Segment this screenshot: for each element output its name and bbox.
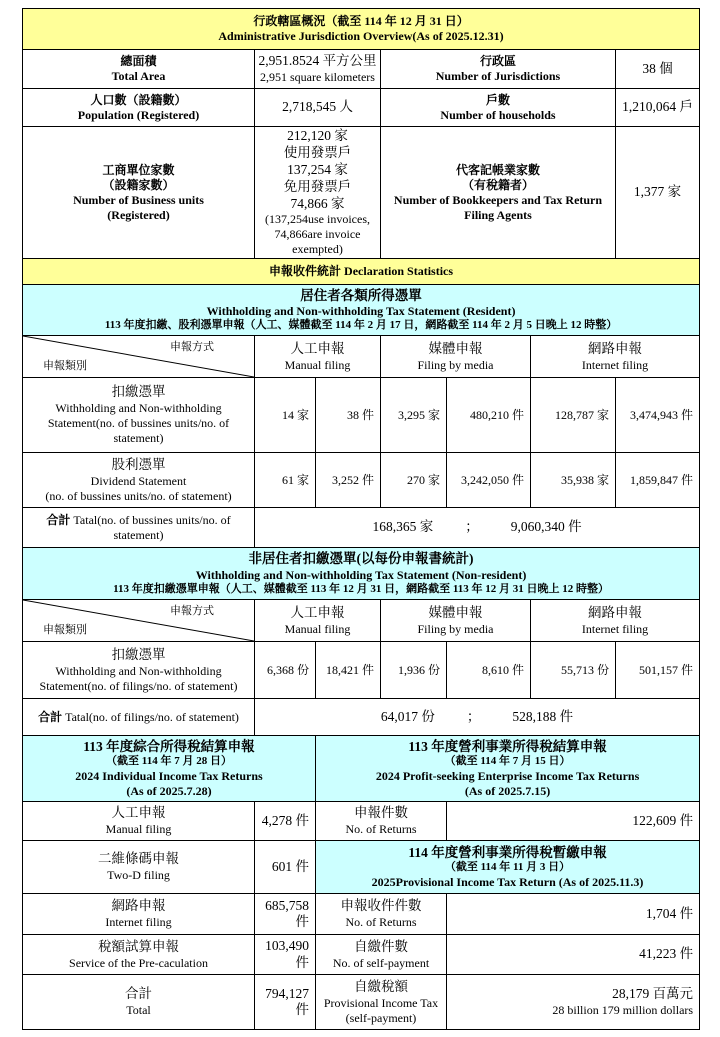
provisional-returns-value: 1,704 件 [447,894,700,935]
enterprise-title: 113 年度營利事業所得稅結算申報 （截至 114 年 7 月 15 日） 2024 Profit-seeking Enterprise Income Tax Returns (As of 2025.7.15) [316,736,700,802]
population-label: 人口數（設籍數） Population (Registered) [23,89,255,127]
individual-manual-label: 人工申報 Manual filing [23,802,255,841]
declaration-header: 申報收件統計 Declaration Statistics [23,259,700,285]
households-label: 戶數 Number of households [381,89,616,127]
provisional-returns-label: 申報收件件數 No. of Returns [316,894,447,935]
provisional-selfpay-value: 41,223 件 [447,935,700,975]
table-cell: 61 家 [255,453,316,508]
table-cell: 55,713 份 [531,642,616,699]
business-units-label: 工商單位家數 （設籍家數） Number of Business units (Registered) [23,127,255,259]
resident-withholding-label: 扣繳憑單 Withholding and Non-withholding Statement(no. of bussines units/no. of statement) [23,378,255,453]
enterprise-returns-label: 申報件數 No. of Returns [316,802,447,841]
resident-diagonal-header: 申報方式 申報類別 [23,336,255,378]
individual-internet-value: 685,758 件 [255,894,316,935]
table-cell: 1,859,847 件 [616,453,700,508]
jurisdictions-value: 38 個 [616,50,700,89]
nonresident-total-value: 64,017 份 ； 528,188 件 [255,699,700,736]
resident-total-label: 合計 Tatal(no. of bussines units/no. of statement) [23,508,255,548]
nr-method-internet: 網路申報 Internet filing [531,600,700,642]
provisional-title: 114 年度營利事業所得稅暫繳申報 （截至 114 年 11 月 3 日） 2025Provisional Income Tax Return (As of 2025.11.3) [316,841,700,894]
nonresident-withholding-label: 扣繳憑單 Withholding and Non-withholding Statement(no. of filings/no. of statement) [23,642,255,699]
method-internet: 網路申報 Internet filing [531,336,700,378]
table-cell: 3,252 件 [316,453,381,508]
resident-dividend-label: 股利憑單 Dividend Statement (no. of bussines units/no. of statement) [23,453,255,508]
individual-internet-label: 網路申報 Internet filing [23,894,255,935]
overview-title-zh: 行政轄區概況（截至 114 年 12 月 31 日） [253,14,469,28]
individual-precalc-value: 103,490 件 [255,935,316,975]
provisional-amount-label: 自繳稅額 Provisional Income Tax (self-payment) [316,975,447,1030]
individual-twod-label: 二維條碼申報 Two-D filing [23,841,255,894]
individual-total-value: 794,127 件 [255,975,316,1030]
bookkeepers-value: 1,377 家 [616,127,700,259]
individual-precalc-label: 稅額試算申報 Service of the Pre-caculation [23,935,255,975]
table-cell: 3,295 家 [381,378,447,453]
table-cell: 480,210 件 [447,378,531,453]
overview-title [23,9,700,50]
individual-twod-value: 601 件 [255,841,316,894]
individual-manual-value: 4,278 件 [255,802,316,841]
individual-title: 113 年度綜合所得稅結算申報 （截至 114 年 7 月 28 日） 2024 Individual Income Tax Returns (As of 2025.7.28) [23,736,316,802]
individual-total-label: 合計 Total [23,975,255,1030]
nr-method-manual: 人工申報 Manual filing [255,600,381,642]
enterprise-returns-value: 122,609 件 [447,802,700,841]
table-cell: 38 件 [316,378,381,453]
total-area-value: 2,951.8524 平方公里 2,951 square kilometers [255,50,381,89]
table-cell: 35,938 家 [531,453,616,508]
table-cell: 270 家 [381,453,447,508]
jurisdictions-label: 行政區 Number of Jurisdictions [381,50,616,89]
total-area-label: 總面積 Total Area [23,50,255,89]
method-manual: 人工申報 Manual filing [255,336,381,378]
table-cell: 3,474,943 件 [616,378,700,453]
table-cell: 501,157 件 [616,642,700,699]
method-media: 媒體申報 Filing by media [381,336,531,378]
table-cell: 3,242,050 件 [447,453,531,508]
statistics-table [22,8,700,1030]
table-cell: 14 家 [255,378,316,453]
provisional-selfpay-label: 自繳件數 No. of self-payment [316,935,447,975]
table-cell: 6,368 份 [255,642,316,699]
nonresident-title: 非居住者扣繳憑單(以每份申報書統計) Withholding and Non-withholding Tax Statement (Non-resident) 113 年度扣繳憑單申報（人工、媒體截至 113 年 12 月 31 日，網路截至 113 年 12 月 31 日晚上 12 時整） [23,548,700,600]
resident-total-value: 168,365 家 ； 9,060,340 件 [255,508,700,548]
business-units-value: 212,120 家 使用發票戶 137,254 家 免用發票戶 74,866 家 (137,254use invoices, 74,866are invoice exempted) [255,127,381,259]
overview-title-en: Administrative Jurisdiction Overview(As of 2025.12.31) [218,29,504,43]
provisional-amount-value: 28,179 百萬元 28 billion 179 million dollars [447,975,700,1030]
bookkeepers-label: 代客記帳業家數 （有稅籍者） Number of Bookkeepers and Tax Return Filing Agents [381,127,616,259]
table-cell: 8,610 件 [447,642,531,699]
households-value: 1,210,064 戶 [616,89,700,127]
nr-method-media: 媒體申報 Filing by media [381,600,531,642]
table-cell: 1,936 份 [381,642,447,699]
table-cell: 128,787 家 [531,378,616,453]
nonresident-total-label: 合計 Tatal(no. of filings/no. of statement) [23,699,255,736]
table-cell: 18,421 件 [316,642,381,699]
population-value: 2,718,545 人 [255,89,381,127]
resident-title: 居住者各類所得憑單 Withholding and Non-withholding Tax Statement (Resident) 113 年度扣繳、股利憑單申報（人工、媒體截至 114 年 2 月 17 日，網路截至 114 年 2 月 5 日晚上 12 時整） [23,285,700,336]
nonresident-diagonal-header: 申報方式 申報類別 [23,600,255,642]
